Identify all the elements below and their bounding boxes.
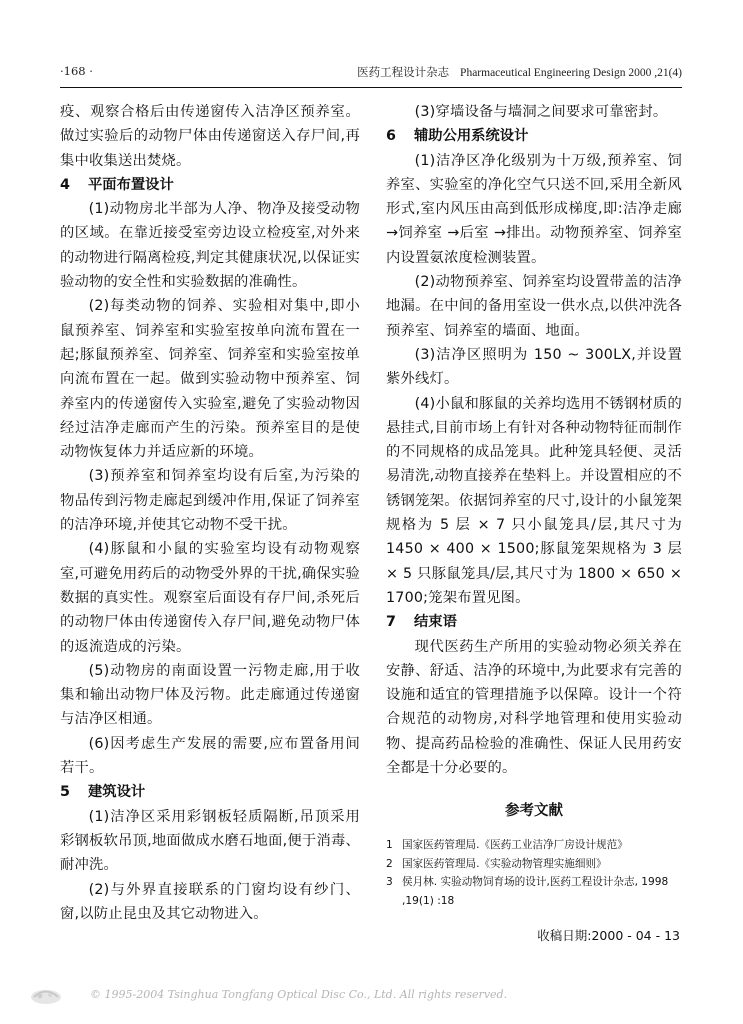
reference-item: [386, 836, 682, 855]
section-number: 4: [60, 176, 70, 193]
journal-title-en: Pharmaceutical Engineering Design 2000 ,21(4): [460, 67, 682, 79]
paragraph: (2)每类动物的饲养、实验相对集中,即小鼠预养室、饲养室和实验室按单向流布置在一起;豚鼠预养室、饲养室、饲养室和实验室按单向流布置在一起。做到实验动物中预养室、饲养室内的传递窗传入实验室,避免了实验动物因经过洁净走廊而产生的污染。预养室目的是使动物恢复体力并适应新的环境。: [60, 298, 360, 461]
page-number: ·168 ·: [60, 64, 93, 78]
paragraph: (1)洁净区采用彩钢板轻质隔断,吊顶采用彩钢板软吊顶,地面做成水磨石地面,便于消毒、耐冲洗。: [60, 808, 360, 874]
section-number: 7: [386, 614, 396, 631]
section-number: 6: [386, 128, 396, 145]
reference-item: [386, 873, 682, 910]
copyright-notice: © 1995-2004 Tsinghua Tongfang Optical Disc Co., Ltd. All rights reserved.: [90, 988, 508, 1001]
reference-text: 侯月林. 实验动物饲育场的设计,医药工程设计杂志, 1998 ,19(1) :18: [402, 876, 669, 907]
header-rule: [60, 87, 682, 88]
right-column: [386, 100, 682, 946]
section-number: 5: [60, 784, 70, 801]
section-title: 结束语: [414, 614, 457, 631]
paragraph: (3)预养室和饲养室均设有后室,为污染的物品传到污物走廊起到缓冲作用,保证了饲养室的洁净环境,并使其它动物不受干扰。: [60, 468, 360, 534]
references-title: 参考文献: [505, 803, 563, 820]
paragraph: (2)动物预养室、饲养室均设置带盖的洁净地漏。在中间的备用室设一供水点,以供冲洗各预养室、饲养室的墙面、地面。: [386, 274, 682, 339]
left-column: [60, 100, 360, 926]
section-title: 建筑设计: [88, 784, 146, 801]
received-date: 收稿日期:2000 - 04 - 13: [537, 928, 680, 944]
reference-number: 3: [386, 876, 393, 889]
reference-item: [386, 855, 682, 874]
continued-paragraph: (3)穿墙设备与墙洞之间要求可靠密封。: [414, 104, 668, 120]
reference-text: 国家医药管理局.《实验动物管理实施细则》: [402, 857, 607, 870]
section-heading-6: [386, 124, 682, 148]
cnki-logo-icon: [28, 984, 64, 1006]
section-heading-5: [60, 780, 360, 804]
paragraph: (2)与外界直接联系的门窗均设有纱门、窗,以防止昆虫及其它动物进入。: [60, 881, 360, 922]
reference-number: 2: [386, 857, 393, 870]
paragraph: 现代医药生产所用的实验动物必须关养在安静、舒适、洁净的环境中,为此要求有完善的设施和适宜的管理措施予以保障。设计一个符合规范的动物房,对科学地管理和使用实验动物、提高药品检验的准确性、保证人民用药安全都是十分必要的。: [386, 638, 682, 777]
reference-text: 国家医药管理局.《医药工业洁净厂房设计规范》: [402, 839, 628, 852]
continued-paragraph: 疫、观察合格后由传递窗传入洁净区预养室。做过实验后的动物尸体由传递窗送入存尸间,再集中收集送出焚烧。: [60, 104, 360, 169]
paragraph: (5)动物房的南面设置一污物走廊,用于收集和输出动物尸体及污物。此走廊通过传递窗与洁净区相通。: [60, 662, 360, 728]
journal-title: [357, 64, 682, 80]
footer: [28, 984, 628, 1008]
paragraph: (6)因考虑生产发展的需要,应布置备用间若干。: [60, 735, 360, 777]
paragraph: (4)豚鼠和小鼠的实验室均设有动物观察室,可避免用药后的动物受外界的干扰,确保实验数据的真实性。观察室后面设有存尸间,杀死后的动物尸体由传递窗传入存尸间,避免动物尸体的返流造成的污染。: [60, 541, 360, 655]
paragraph: (1)动物房北半部为人净、物净及接受动物的区域。在靠近接受室旁边设立检疫室,对外来的动物进行隔离检疫,判定其健康状况,以保证实验动物的安全性和实验数据的准确性。: [60, 201, 360, 291]
journal-title-cn: 医药工程设计杂志: [357, 65, 450, 79]
paragraph: (1)洁净区净化级别为十万级,预养室、饲养室、实验室的净化空气只送不回,采用全新风形式,室内风压由高到低形成梯度,即:洁净走廊 →饲养室 →后室 →排出。动物预养室、饲养室内设置氨浓度检测装置。: [386, 152, 682, 266]
section-heading-7: [386, 610, 682, 634]
section-title: 辅助公用系统设计: [414, 128, 529, 145]
section-title: 平面布置设计: [88, 176, 174, 193]
section-heading-4: [60, 173, 360, 197]
reference-number: 1: [386, 839, 393, 852]
running-header: [60, 62, 682, 82]
paragraph: (4)小鼠和豚鼠的关养均选用不锈钢材质的悬挂式,目前市场上有针对各种动物特征而制作的不同规格的成品笼具。此种笼具轻便、灵活易清洗,动物直接养在垫料上。并设置相应的不锈钢笼架。依据饲养室的尺寸,设计的小鼠笼架规格为 5 层 × 7 只小鼠笼具/层,其尺寸为 1450 × 400 × 1500;豚鼠笼架规格为 3 层 × 5 只豚鼠笼具/层,其尺寸为 1800 × 650 × 1700;笼架布置见图。: [386, 395, 682, 606]
paragraph: (3)洁净区照明为 150 ~ 300LX,并设置紫外线灯。: [386, 346, 682, 388]
